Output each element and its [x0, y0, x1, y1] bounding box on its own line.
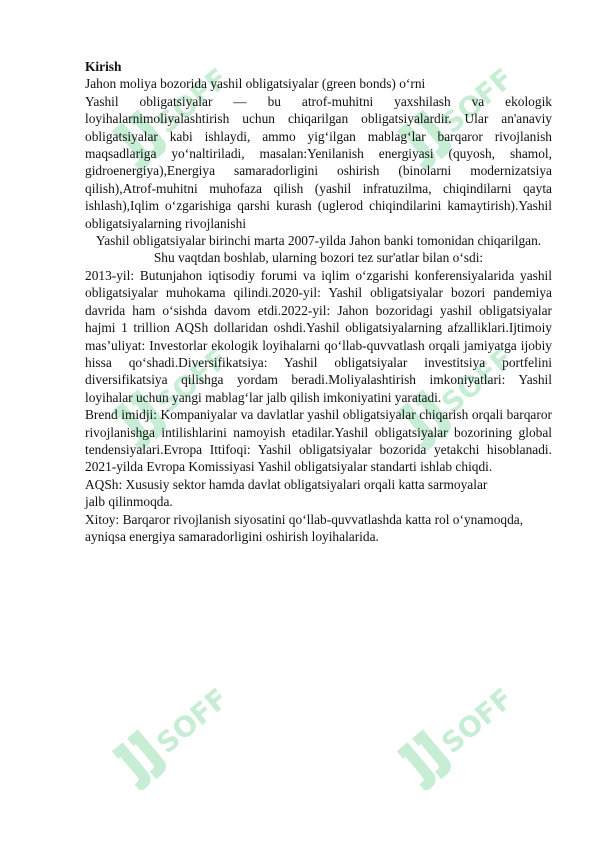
svg-text:SOFF: SOFF [150, 61, 235, 140]
paragraph: Yashil obligatsiyalar — bu atrof-muhitni yaxshilash va ekologik loyihalarnimoliyalashtirish uchun chiqarilgan obligatsiyalardir. Ular an'anaviy obligatsiyalar kabi ishlaydi, ammo yig‘ilgan mablag‘lar barqaror rivojlanish maqsadlariga yo‘naltiriladi, masalan:Yenilanish energiyasi (quyosh, shamol, gidroenergiya),Energiya samaradorligini oshirish (binolarni modernizatsiya qilish),Atrof-muhitni muhofaza qilish (yashil infratuzilma, chiqindilarni qayta ishlash),Iqlim o‘zgarishiga qarshi kurash (uglerod chiqindilarini kamaytirish).Yashil obligatsiyalarning rivojlanishi [85, 93, 552, 231]
paragraph: Xitoy: Barqaror rivojlanish siyosatini qo‘llab-quvvatlashda katta rol o‘ynamoqda, ayniqsa energiya samaradorligini oshirish loyihalarida. [85, 511, 524, 544]
paragraph: Jahon moliya bozorida yashil obligatsiyalar (green bonds) o‘rni [85, 76, 426, 92]
paragraph: Yashil obligatsiyalar birinchi marta 2007-yilda Jahon banki tomonidan chiqarilgan. Shu vaqtdan boshlab, ularning bozori tez sur'atlar bilan o‘sdi: [95, 233, 542, 266]
svg-text:SOFF: SOFF [435, 681, 520, 760]
document-page [85, 58, 552, 545]
svg-text:SOFF: SOFF [150, 341, 235, 420]
watermark-logo [380, 680, 530, 790]
paragraph: AQSh: Xususiy sektor hamda davlat obligatsiyalari orqali katta sarmoyalar jalb qilinmoqda. [85, 476, 488, 510]
svg-text:SOFF: SOFF [150, 681, 235, 760]
paragraph: 2013-yil: Butunjahon iqtisodiy forumi va iqlim o‘zgarishi konferensiyalarida yashil obligatsiyalar muhokama qilindi.2020-yil: Yashil obligatsiyalar bozori pandemiya davrida ham o‘sishda davom etdi.2022-yil: Jahon bozoridagi yashil obligatsiyalar hajmi 1 trillion AQSh dollaridan oshdi.Yashil obligatsiyalarning afzalliklari.Ijtimoiy mas’uliyat: Investorlar ekologik loyihalarni qo‘llab-quvvatlash orqali jamiyatga ijobiy hissa qo‘shadi.Diversifikatsiya: Yashil obligatsiyalar investitsiya portfelini diversifikatsiya qilishga yordam beradi.Moliyalashtirish imkoniyatlari: Yashil loyihalar uchun yangi mablag‘lar jalb qilish imkoniyatini yaratadi. [85, 267, 552, 405]
document-heading: Kirish [85, 59, 122, 74]
paragraph: Brend imidji: Kompaniyalar va davlatlar yashil obligatsiyalar chiqarish orqali barqaror rivojlanishga intilishlarini namoyish etadilar.Yashil obligatsiyalar bozorining global tendensiyalari.Evropa Ittifoqi: Yashil obligatsiyalar bozorida yetakchi hisoblanadi. 2021-yilda Evropa Komissiyasi Yashil obligatsiyalar standarti ishlab chiqdi. [85, 407, 552, 475]
svg-text:SOFF: SOFF [435, 341, 520, 420]
svg-text:SOFF: SOFF [435, 61, 520, 140]
watermark-logo [95, 680, 245, 790]
